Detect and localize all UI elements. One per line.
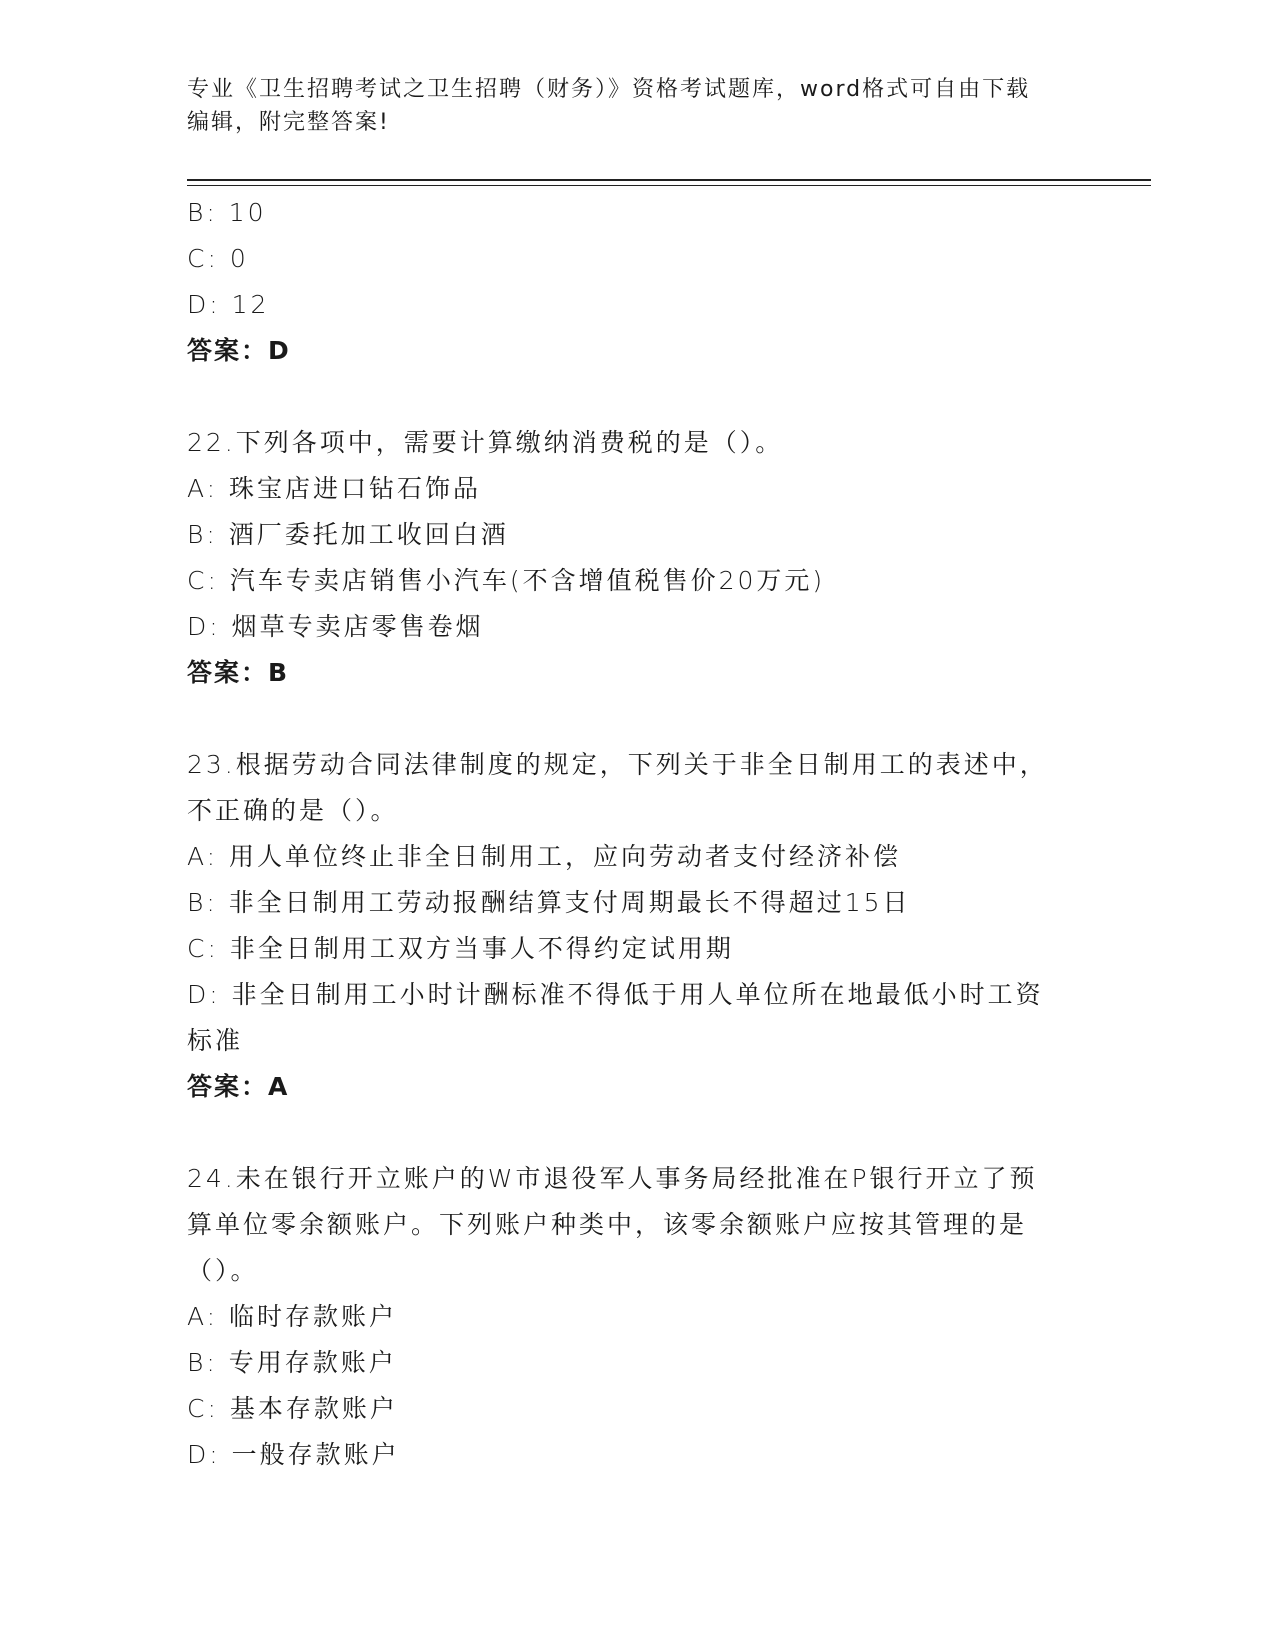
option-line: C: 0 xyxy=(187,244,249,273)
option-line: A: 用人单位终止非全日制用工，应向劳动者支付经济补偿 xyxy=(187,842,902,871)
answer-line: 答案：A xyxy=(187,1072,290,1101)
option-line: 标准 xyxy=(187,1026,244,1055)
option-line: C: 基本存款账户 xyxy=(187,1394,398,1423)
option-line: B: 专用存款账户 xyxy=(187,1348,397,1377)
option-line: D: 一般存款账户 xyxy=(187,1440,400,1469)
answer-line: 答案：D xyxy=(187,336,291,365)
option-line: A: 临时存款账户 xyxy=(187,1302,398,1331)
option-line: D: 12 xyxy=(187,290,270,319)
question-stem: 不正确的是（）。 xyxy=(187,796,399,825)
spacer xyxy=(187,1110,1087,1156)
header-rule-thin xyxy=(187,185,1151,186)
header-line-2: 编辑，附完整答案! xyxy=(187,110,390,135)
question-stem: （）。 xyxy=(187,1256,259,1285)
option-line: A: 珠宝店进口钻石饰品 xyxy=(187,474,482,503)
question-stem: 算单位零余额账户。下列账户种类中，该零余额账户应按其管理的是 xyxy=(187,1210,1028,1239)
spacer xyxy=(187,374,1087,420)
question-21-tail xyxy=(187,190,1087,374)
option-line: B: 10 xyxy=(187,198,267,227)
question-stem: 22.下列各项中，需要计算缴纳消费税的是（）。 xyxy=(187,428,784,457)
question-stem: 24.未在银行开立账户的W市退役军人事务局经批准在P银行开立了预 xyxy=(187,1164,1038,1193)
option-line: C: 非全日制用工双方当事人不得约定试用期 xyxy=(187,934,734,963)
document-body xyxy=(187,190,1087,1478)
answer-line: 答案：B xyxy=(187,658,290,687)
question-stem: 23.根据劳动合同法律制度的规定，下列关于非全日制用工的表述中， xyxy=(187,750,1048,779)
spacer xyxy=(187,696,1087,742)
question-24 xyxy=(187,1156,1087,1478)
option-line: C: 汽车专卖店销售小汽车(不含增值税售价20万元) xyxy=(187,566,826,595)
option-line: D: 非全日制用工小时计酬标准不得低于用人单位所在地最低小时工资 xyxy=(187,980,1044,1009)
document-header xyxy=(187,73,1067,139)
option-line: B: 酒厂委托加工收回白酒 xyxy=(187,520,509,549)
header-rule-thick xyxy=(187,179,1151,181)
question-22 xyxy=(187,420,1087,696)
header-line-1: 专业《卫生招聘考试之卫生招聘（财务）》资格考试题库，word格式可自由下载 xyxy=(187,77,1031,102)
option-line: D: 烟草专卖店零售卷烟 xyxy=(187,612,484,641)
option-line: B: 非全日制用工劳动报酬结算支付周期最长不得超过15日 xyxy=(187,888,911,917)
question-23 xyxy=(187,742,1087,1110)
